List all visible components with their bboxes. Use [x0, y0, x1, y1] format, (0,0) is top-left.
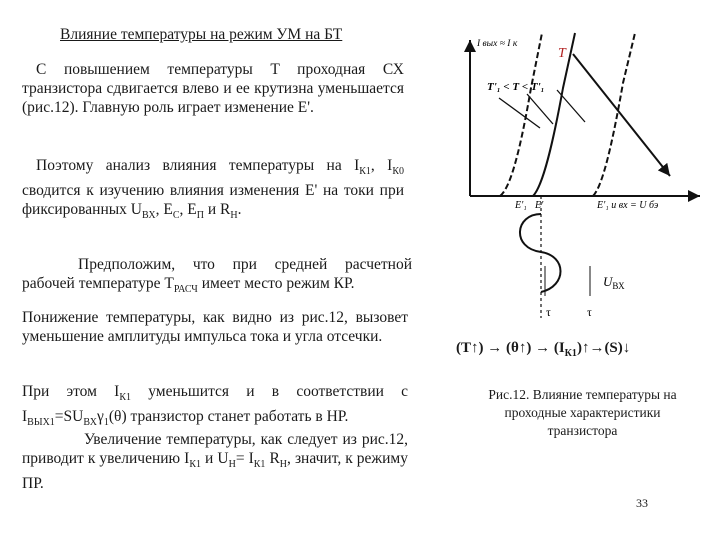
transfer-characteristics-figure: [445, 28, 710, 328]
E1-left-label: E'₁: [515, 200, 527, 211]
figure-caption: Рис.12. Влияние температуры на проходные характеристики транзистора: [488, 387, 677, 438]
E2-label: E'₁ u вх = U бэ: [597, 200, 659, 211]
leader-line-2: [527, 94, 553, 124]
E-label: E': [535, 200, 544, 211]
temperature-relation-label: T'₁ < T < T'₁: [487, 81, 545, 93]
paragraph-3: Предположим, что при средней расчетной рабочей температуре $T_{РАСЧ}$ имеет место режим КР.: [22, 256, 412, 296]
tau-right-label: τ: [587, 305, 592, 319]
curve-right: [593, 33, 635, 196]
input-wave: [520, 214, 561, 292]
leader-line-3: [557, 90, 585, 122]
paragraph-1: С повышением температуры T проходная СХ транзистора сдвигается влево и ее крутизна уменьшается (рис.12). Главную роль играет изменение E'.: [22, 61, 404, 116]
paragraph-6: Увеличение температуры, как следует из рис.12, приводит к увеличению $I_{К1}$ и $U_Н= I_{К1}$ $R_Н$, значит, к режиму ПР.: [22, 431, 408, 493]
curve-middle: [533, 33, 575, 196]
paragraph-5: При этом $I_{К1}$ уменьшится и в соответствии с $I_{ВЫХ1}=SU_{ВХ}\gamma_1(\theta)$ транзистор станет работать в НР.: [22, 383, 409, 429]
T-direction-arrow: [573, 54, 670, 176]
tau-left-label: τ: [546, 305, 551, 319]
uvx-label: $U_{ВХ}$: [603, 274, 625, 291]
slide-title: Влияние температуры на режим УМ на БТ: [60, 26, 343, 43]
temperature-chain-formula: (T↑) → (θ↑) → $(I_{К1})↑\to(S)↓$: [456, 340, 631, 359]
T-label: T: [558, 46, 566, 61]
y-axis-label: I вых ≈ I к: [477, 39, 518, 49]
page-number: 33: [636, 496, 648, 510]
paragraph-2: Поэтому анализ влияния температуры на $I_{К1}$, $I_{К0}$ сводится к изучению влияния изменения E' на токи при фиксированных $U_{ВХ}$, $E_С$, $E_П$ и $R_Н$.: [22, 157, 405, 222]
paragraph-4: Понижение температуры, как видно из рис.12, вызовет уменьшение амплитуды импульса тока и угла отсечки.: [22, 309, 408, 345]
